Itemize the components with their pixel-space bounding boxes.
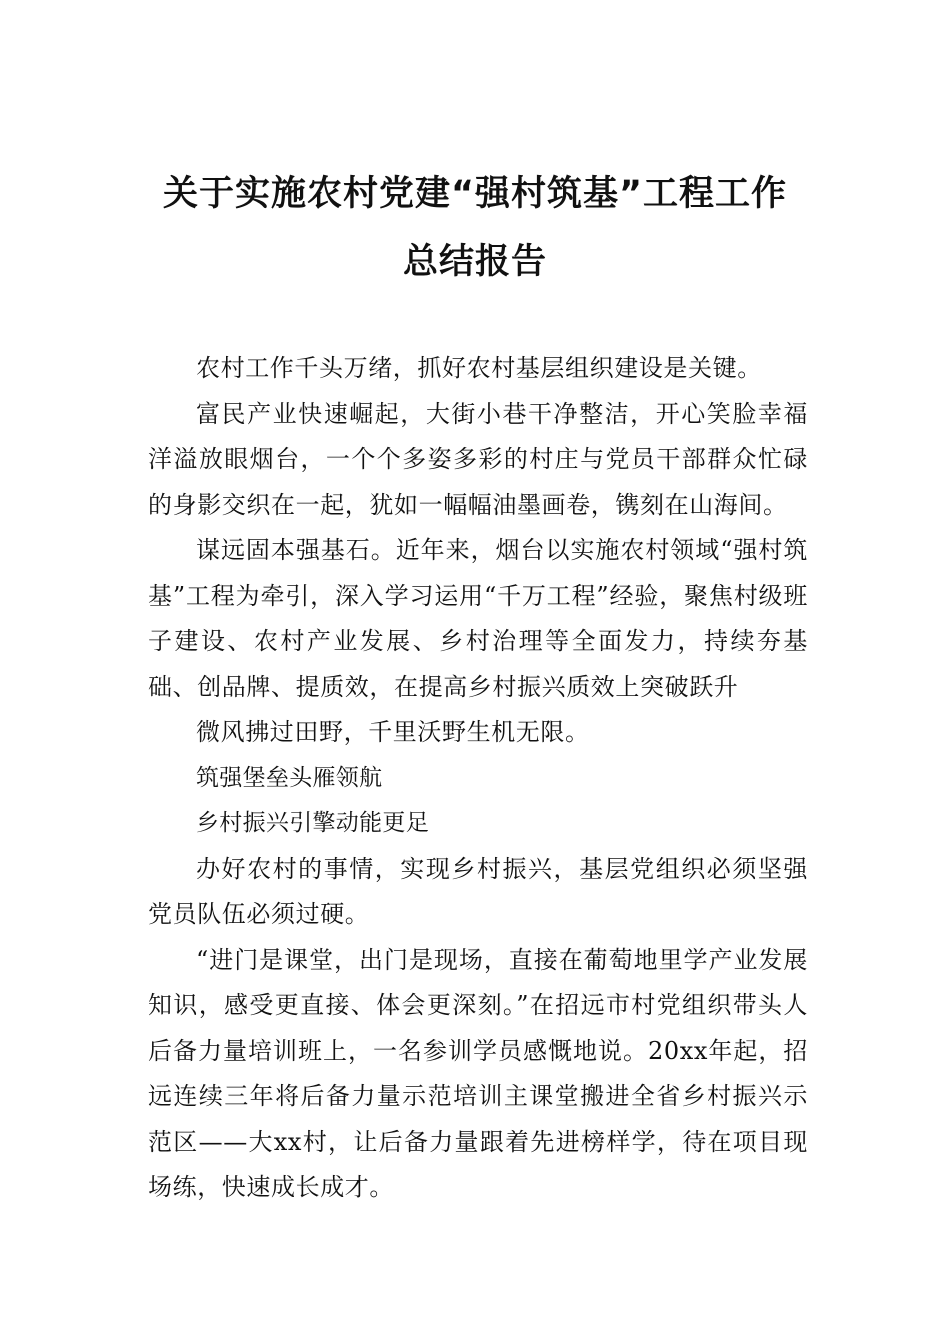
paragraph-intro: 农村工作千头万绪，抓好农村基层组织建设是关键。	[196, 354, 762, 382]
paragraph-scene: 富民产业快速崛起，大街小巷干净整洁，开心笑脸幸福洋溢放眼烟台，一个个多姿多彩的村庄与党员干部群众忙碌的身影交织在一起，犹如一幅幅油墨画卷，镌刻在山海间。	[148, 399, 808, 519]
paragraph-breeze: 微风拂过田野，千里沃野生机无限。	[196, 718, 590, 746]
paragraph-training: “进门是课堂，出门是现场，直接在葡萄地里学产业发展知识，感受更直接、体会更深刻。”在招远市村党组织带头人后备力量培训班上，一名参训学员感慨地说。20xx年起，招远连续三年将后备力量示范培训主课堂搬进全省乡村振兴示范区——大xx村，让后备力量跟着先进榜样学，待在项目现场练，快速成长成才。	[148, 945, 808, 1201]
document-title	[120, 160, 830, 296]
document-body	[148, 346, 808, 1211]
section-heading: 筑强堡垒头雁领航	[196, 764, 383, 791]
section-subheading: 乡村振兴引擎动能更足	[196, 810, 429, 836]
title-line-1: 关于实施农村党建“强村筑基”工程工作	[162, 174, 787, 214]
paragraph-strategy: 谋远固本强基石。近年来，烟台以实施农村领域“强村筑基”工程为牵引，深入学习运用“千万工程”经验，聚焦村级班子建设、农村产业发展、乡村治理等全面发力，持续夯基础、创品牌、提质效，在提高乡村振兴质效上突破跃升	[148, 536, 808, 701]
title-line-2: 总结报告	[402, 242, 547, 282]
paragraph-party-team: 办好农村的事情，实现乡村振兴，基层党组织必须坚强党员队伍必须过硬。	[148, 854, 808, 928]
